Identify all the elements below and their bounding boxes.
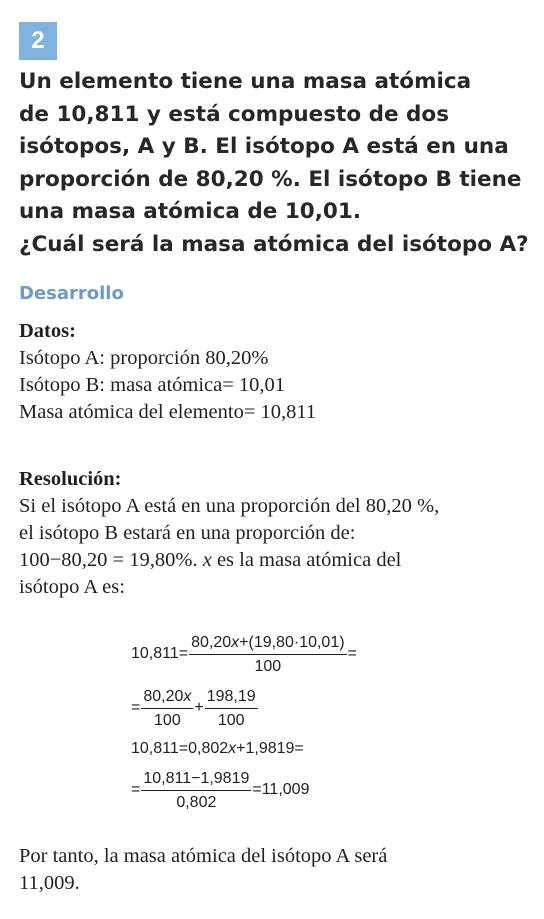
datos-block	[19, 318, 534, 426]
equation-result: =11,009	[252, 781, 310, 798]
question-line: Un elemento tiene una masa atómica	[19, 69, 472, 94]
equation-row-3	[131, 736, 357, 762]
equation-text: +(19,80·10,01)	[239, 633, 345, 651]
equation-row-1	[131, 626, 357, 682]
resolucion-line: Si el isótopo A está en una proporción del 80,20 %,	[19, 495, 440, 517]
question-line: de 10,811 y está compuesto de dos	[19, 101, 449, 127]
resolucion-line: isótopo A es:	[19, 576, 125, 598]
equation-block	[131, 626, 357, 818]
equation-text: 80,20	[143, 687, 184, 705]
resolucion-text: es la masa atómica del	[211, 549, 402, 571]
numerator: 10,811−1,9819	[141, 769, 251, 791]
exercise-number: 2	[31, 27, 45, 54]
variable-x: x	[228, 740, 237, 757]
datos-line: Isótopo B: masa atómica= 10,01	[19, 374, 286, 396]
datos-label: Datos:	[19, 320, 76, 342]
section-heading: Desarrollo	[19, 283, 124, 304]
equation-text: =	[131, 699, 141, 716]
equation-text: 10,811=0,802	[131, 740, 229, 757]
fraction	[141, 687, 193, 730]
denominator: 100	[154, 711, 181, 729]
variable-x: x	[202, 549, 212, 571]
fraction	[141, 769, 251, 812]
denominator: 100	[254, 657, 282, 675]
numerator	[189, 633, 346, 655]
datos-line: Masa atómica del elemento= 10,811	[19, 401, 317, 423]
resolucion-block	[19, 466, 534, 601]
variable-x: x	[183, 687, 192, 705]
numerator	[141, 687, 193, 709]
question-line: ¿Cuál será la masa atómica del isótopo A?	[19, 231, 529, 257]
numerator: 198,19	[205, 687, 258, 709]
variable-x: x	[231, 633, 240, 651]
equation-text: =	[131, 781, 141, 798]
conclusion-block	[19, 843, 534, 897]
equation-text: 80,20	[191, 633, 232, 651]
resolucion-text: 100−80,20 = 19,80%.	[19, 549, 203, 571]
conclusion-line: Por tanto, la masa atómica del isótopo A será	[19, 845, 388, 867]
equation-text: 10,811=	[131, 645, 189, 662]
equation-text: +1,9819=	[236, 740, 304, 757]
resolucion-line: el isótopo B estará en una proporción de:	[19, 522, 356, 544]
fraction	[189, 633, 346, 676]
denominator: 100	[217, 711, 245, 729]
equation-row-2	[131, 682, 357, 734]
resolucion-label: Resolución:	[19, 468, 122, 490]
question-line: una masa atómica de 10,01.	[19, 199, 362, 224]
exercise-number-badge	[19, 22, 57, 60]
question-line: isótopos, A y B. El isótopo A está en una	[19, 134, 509, 159]
denominator: 0,802	[176, 793, 217, 811]
datos-line: Isótopo A: proporción 80,20%	[19, 347, 269, 369]
question-text	[19, 66, 534, 261]
conclusion-line: 11,009.	[19, 872, 80, 894]
equation-text: =	[347, 645, 357, 662]
equation-row-4	[131, 762, 357, 818]
question-line: proporción de 80,20 %. El isótopo B tiene	[19, 166, 522, 192]
equation-text: +	[194, 699, 204, 716]
fraction	[205, 687, 258, 730]
resolucion-line	[19, 547, 534, 574]
